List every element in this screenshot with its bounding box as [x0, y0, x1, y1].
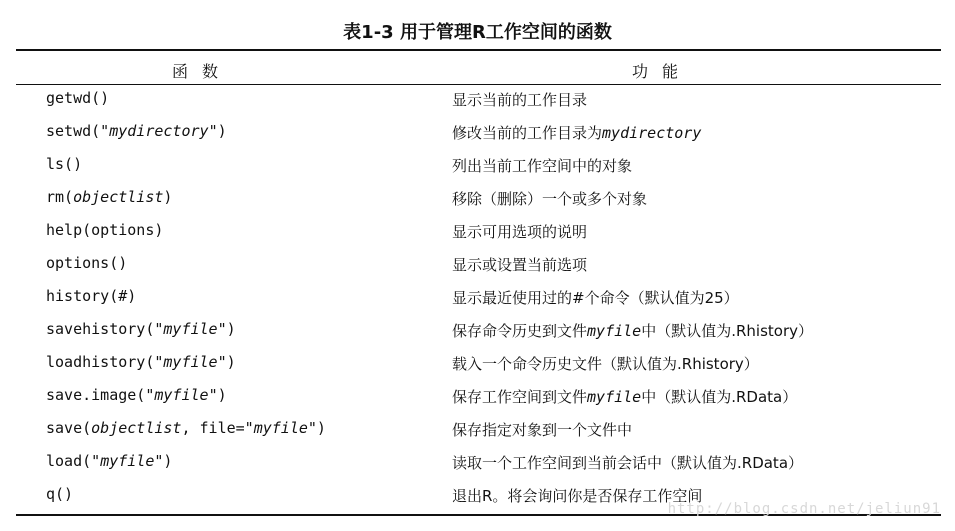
function-text: ls(): [46, 155, 83, 173]
table-row: [0, 287, 955, 320]
function-cell: [46, 122, 227, 140]
function-cell: [46, 188, 172, 206]
description-filename: myfile: [587, 322, 642, 340]
function-arg: myfile: [163, 353, 218, 371]
function-text: setwd(": [46, 122, 110, 140]
function-cell: [46, 89, 109, 107]
function-arg: mydirectory: [109, 122, 209, 140]
description-text: 显示最近使用过的#个命令（默认值为25）: [452, 289, 739, 307]
table-row: [0, 353, 955, 386]
function-cell: [46, 386, 227, 404]
function-cell: [46, 419, 326, 437]
function-text: history(#): [46, 287, 137, 305]
description-text: 载入一个命令历史文件（默认值为.Rhistory）: [452, 355, 759, 373]
function-cell: [46, 452, 172, 470]
function-text: options(): [46, 254, 128, 272]
top-rule: [16, 49, 941, 51]
table-row: [0, 188, 955, 221]
watermark: http://blog.csdn.net/jeliun91: [667, 501, 941, 517]
table-row: [0, 419, 955, 452]
description-text: 中（默认值为.Rhistory）: [641, 322, 813, 340]
description-text: 修改当前的工作目录为: [452, 124, 603, 142]
function-cell: [46, 254, 127, 272]
function-arg: myfile: [253, 419, 308, 437]
function-cell: [46, 485, 73, 503]
function-cell: [46, 287, 136, 305]
description-text: 退出R。将会询问你是否保存工作空间: [452, 487, 703, 505]
table-row: [0, 254, 955, 287]
description-filename: mydirectory: [602, 124, 702, 142]
function-text: "): [307, 419, 326, 437]
description-text: 中（默认值为.RData）: [641, 388, 798, 406]
function-text: ): [163, 188, 173, 206]
description-cell: [452, 254, 587, 275]
table-row: [0, 452, 955, 485]
description-text: 显示可用选项的说明: [452, 223, 588, 241]
table-row: [0, 155, 955, 188]
header-rule: [16, 84, 941, 85]
description-cell: [452, 188, 647, 209]
header-description: 功能: [632, 62, 693, 81]
function-text: "): [208, 386, 227, 404]
function-text: "): [208, 122, 227, 140]
function-cell: [46, 320, 236, 338]
function-text: save(: [46, 419, 92, 437]
description-cell: [452, 452, 803, 473]
header-function: 函数: [172, 62, 233, 81]
function-text: save.image(": [46, 386, 155, 404]
table-row: [0, 122, 955, 155]
table-row: [0, 320, 955, 353]
description-text: 显示或设置当前选项: [452, 256, 588, 274]
function-cell: [46, 353, 236, 371]
description-text: 移除（删除）一个或多个对象: [452, 190, 648, 208]
description-cell: [452, 320, 813, 341]
function-text: "): [217, 353, 236, 371]
function-arg: myfile: [163, 320, 218, 338]
description-text: 显示当前的工作目录: [452, 91, 588, 109]
function-text: load(": [46, 452, 101, 470]
description-cell: [452, 287, 739, 308]
table-row: [0, 221, 955, 254]
function-arg: objectlist: [91, 419, 182, 437]
description-text: 列出当前工作空间中的对象: [452, 157, 633, 175]
table-caption: 表1-3 用于管理R工作空间的函数: [343, 22, 612, 43]
description-cell: [452, 122, 701, 143]
description-cell: [452, 155, 632, 176]
description-text: 保存指定对象到一个文件中: [452, 421, 633, 439]
function-text: help(options): [46, 221, 164, 239]
function-arg: myfile: [154, 386, 209, 404]
description-text: 保存命令历史到文件: [452, 322, 588, 340]
description-cell: [452, 353, 759, 374]
description-cell: [452, 89, 587, 110]
table-row: [0, 386, 955, 419]
function-text: getwd(): [46, 89, 110, 107]
function-text: "): [217, 320, 236, 338]
description-cell: [452, 419, 632, 440]
table-row: [0, 89, 955, 122]
description-filename: myfile: [587, 388, 642, 406]
function-text: savehistory(": [46, 320, 164, 338]
description-cell: [452, 485, 702, 506]
function-arg: myfile: [100, 452, 155, 470]
function-cell: [46, 221, 163, 239]
function-text: rm(: [46, 188, 74, 206]
description-text: 保存工作空间到文件: [452, 388, 588, 406]
function-text: "): [154, 452, 173, 470]
function-text: loadhistory(": [46, 353, 164, 371]
description-cell: [452, 221, 587, 242]
function-arg: objectlist: [73, 188, 164, 206]
function-text: , file=": [181, 419, 254, 437]
function-cell: [46, 155, 82, 173]
function-text: q(): [46, 485, 74, 503]
description-cell: [452, 386, 797, 407]
description-text: 读取一个工作空间到当前会话中（默认值为.RData）: [452, 454, 804, 472]
